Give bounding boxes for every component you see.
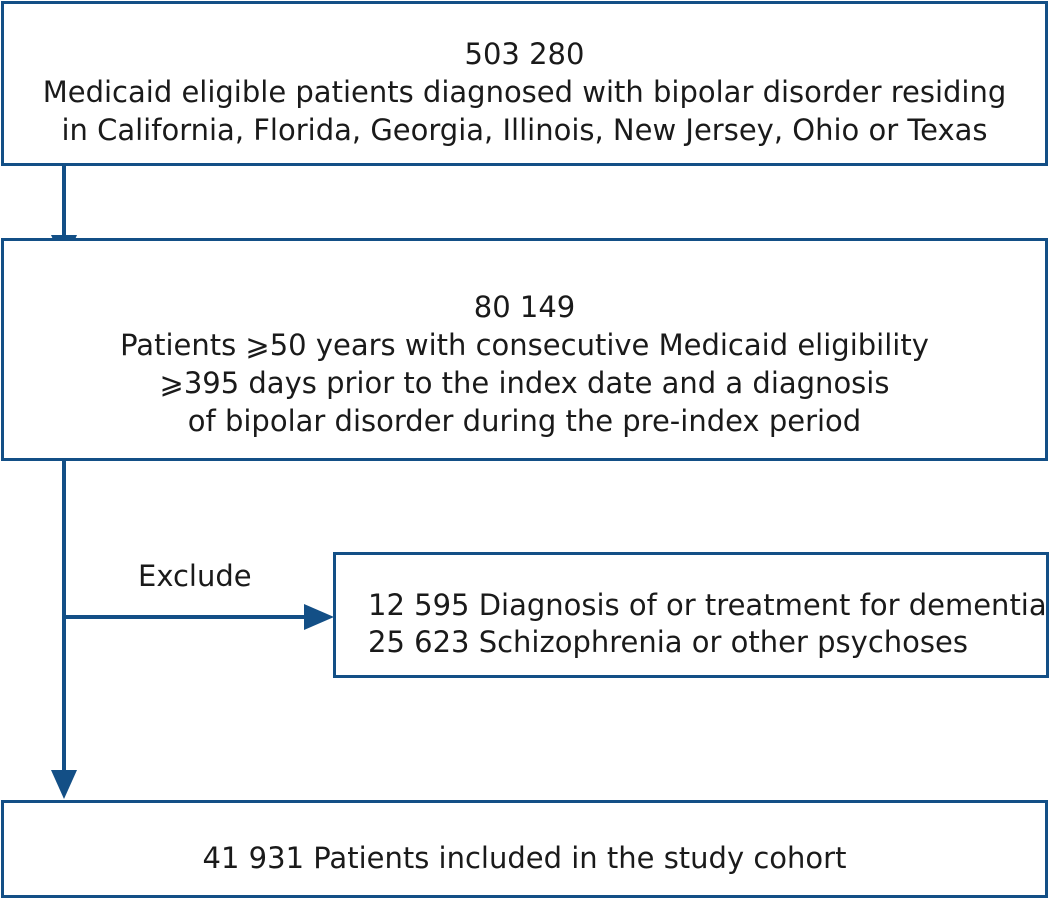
- age-eligibility-count: 80 149: [473, 290, 576, 324]
- age-eligibility-line-3: of bipolar disorder during the pre-index period: [187, 404, 862, 438]
- eligible-patients-line-1: Medicaid eligible patients diagnosed with bipolar disorder residing: [42, 75, 1007, 109]
- eligible-patients-count: 503 280: [464, 37, 585, 71]
- age-eligibility-box: [1, 238, 1048, 461]
- exclusion-item-psychoses: 25 623 Schizophrenia or other psychoses: [368, 625, 968, 659]
- exclude-label: Exclude: [138, 559, 252, 593]
- eligible-patients-box: [1, 1, 1048, 166]
- study-cohort-text: 41 931 Patients included in the study cohort: [202, 841, 847, 875]
- arrowhead-right-exclude: [304, 604, 334, 630]
- exclusion-box: [333, 552, 1049, 678]
- eligible-patients-line-2: in California, Florida, Georgia, Illinois, New Jersey, Ohio or Texas: [61, 113, 988, 147]
- arrowhead-down-2: [51, 770, 77, 799]
- age-eligibility-line-2: ⩾395 days prior to the index date and a diagnosis: [159, 366, 890, 400]
- age-eligibility-line-1: Patients ⩾50 years with consecutive Medicaid eligibility: [120, 328, 929, 362]
- study-cohort-box: [1, 800, 1048, 898]
- exclusion-item-dementia: 12 595 Diagnosis of or treatment for dementia: [368, 588, 1047, 622]
